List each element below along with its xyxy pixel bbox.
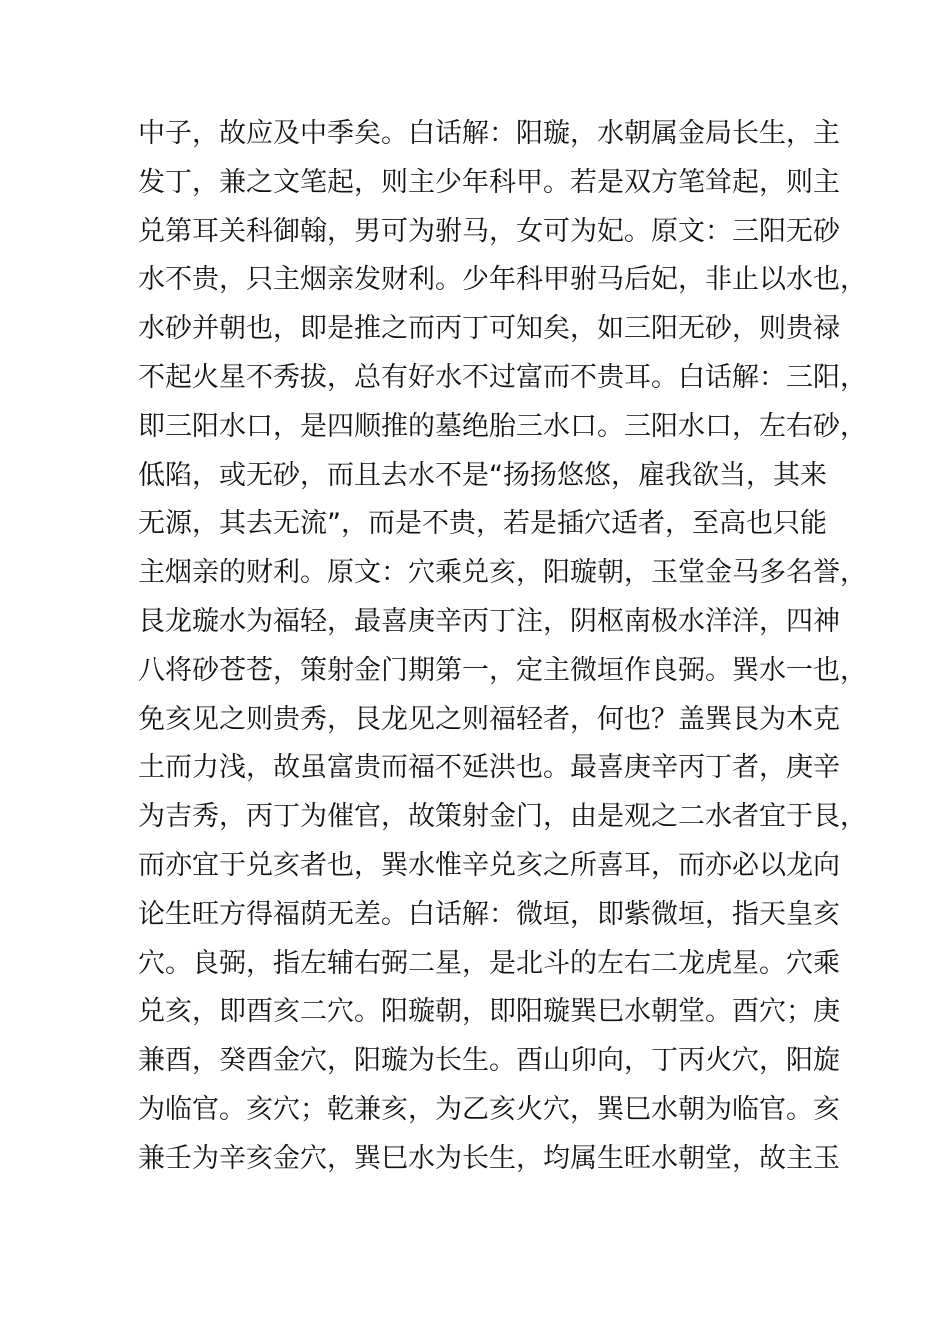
text-line: 而亦宜于兑亥者也，巽水惟辛兑亥之所喜耳，而亦必以龙向 [138, 849, 840, 881]
text-line: 水不贵，只主烟亲发财利。少年科甲驸马后妃，非止以水也， [138, 264, 867, 296]
text-line: 免亥见之则贵秀，艮龙见之则福轻者，何也？盖巽艮为木克 [138, 703, 840, 735]
text-line: 为吉秀，丙丁为催官，故策射金门，由是观之二水者宜于艮， [138, 801, 867, 833]
text-line: 艮龙璇水为福轻，最喜庚辛丙丁注，阴枢南极水洋洋，四神 [138, 605, 840, 637]
text-line: 中子，故应及中季矣。白话解：阳璇，水朝属金局长生，主 [138, 118, 840, 149]
text-line: 为临官。亥穴；乾兼亥，为乙亥火穴，巽巳水朝为临官。亥 [138, 1093, 840, 1125]
body-text [138, 110, 867, 1184]
text-line: 无源，其去无流”，而是不贵，若是插穴适者，至高也只能 [138, 508, 827, 540]
text-line: 兼酉，癸酉金穴，阳璇为长生。酉山卯向，丁丙火穴，阳旋 [138, 1045, 840, 1077]
text-line: 发丁，兼之文笔起，则主少年科甲。若是双方笔耸起，则主 [138, 166, 840, 198]
text-line: 不起火星不秀拔，总有好水不过富而不贵耳。白话解：三阳， [138, 361, 867, 393]
text-line: 土而力浅，故虽富贵而福不延洪也。最喜庚辛丙丁者，庚辛 [138, 752, 840, 784]
text-line: 兑第耳关科御翰，男可为驸马，女可为妃。原文：三阳无砂 [138, 215, 840, 247]
text-line: 兑亥，即酉亥二穴。阳璇朝，即阳璇巽巳水朝堂。酉穴；庚 [138, 996, 840, 1028]
text-line: 八将砂苍苍，策射金门期第一，定主微垣作良弼。巽水一也， [138, 654, 867, 686]
text-line: 穴。良弼，指左辅右弼二星，是北斗的左右二龙虎星。穴乘 [138, 947, 840, 979]
text-line: 低陷，或无砂，而且去水不是“扬扬悠悠，雇我欲当，其来 [138, 459, 827, 491]
text-line: 水砂并朝也，即是推之而丙丁可知矣，如三阳无砂，则贵禄 [138, 313, 840, 345]
text-line: 兼壬为辛亥金穴，巽巳水为长生，均属生旺水朝堂，故主玉 [138, 1142, 840, 1174]
text-line: 主烟亲的财利。原文：穴乘兑亥，阳璇朝，玉堂金马多名誉， [138, 557, 867, 589]
text-line: 即三阳水口，是四顺推的墓绝胎三水口。三阳水口，左右砂， [138, 410, 867, 442]
text-line: 论生旺方得福荫无差。白话解：微垣，即紫微垣，指天皇亥 [138, 898, 840, 930]
